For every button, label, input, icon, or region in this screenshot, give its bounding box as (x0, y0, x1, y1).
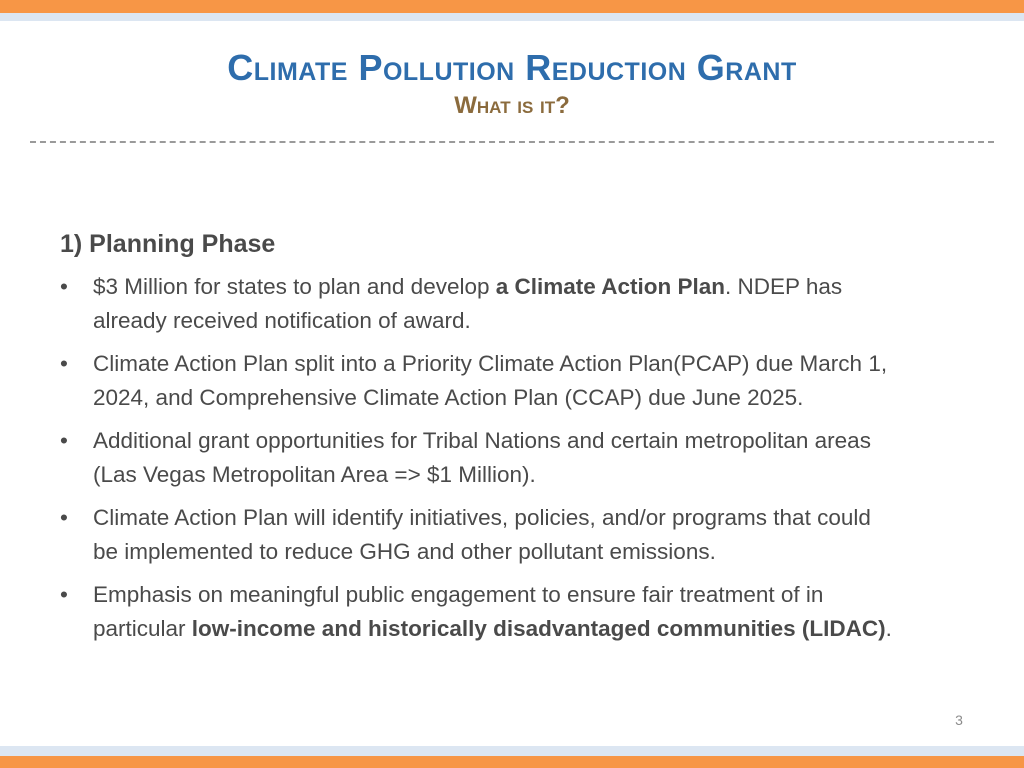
bullet-line: be implemented to reduce GHG and other pollutant emissions. (93, 539, 716, 564)
slide-subtitle: What is it? (454, 92, 570, 119)
bottom-accent-bar (0, 756, 1024, 768)
bullet-marker: • (60, 351, 68, 376)
dashed-divider (30, 141, 994, 143)
bullet-item (60, 578, 1020, 646)
bullet-line: Emphasis on meaningful public engagement to ensure fair treatment of in (93, 582, 824, 607)
bullet-line (93, 270, 1020, 304)
bullet-marker: • (60, 274, 68, 299)
bullet-item (60, 424, 1020, 492)
bullet-emphasis: a Climate Action Plan (495, 274, 725, 299)
bullet-line: (Las Vegas Metropolitan Area => $1 Million). (93, 462, 536, 487)
bottom-accent-stripe (0, 746, 1024, 756)
bullet-item (60, 270, 1020, 338)
bullet-item (60, 347, 1020, 415)
slide-body (60, 226, 1020, 655)
bullet-line: 2024, and Comprehensive Climate Action Plan (CCAP) due June 2025. (93, 385, 804, 410)
section-heading: 1) Planning Phase (60, 230, 276, 258)
page-number: 3 (955, 712, 963, 728)
bullet-text: $3 Million for states to plan and develop (93, 274, 496, 299)
top-accent-stripe (0, 13, 1024, 21)
bullet-item (60, 501, 1020, 569)
bullet-line: already received notification of award. (93, 308, 471, 333)
bullet-line: Climate Action Plan split into a Priority Climate Action Plan(PCAP) due March 1, (93, 351, 888, 376)
bullet-line (93, 612, 1020, 646)
slide-title: Climate Pollution Reduction Grant (227, 47, 797, 88)
bullet-emphasis: low-income and historically disadvantaged communities (LIDAC) (191, 616, 886, 641)
bullet-text: . NDEP has (724, 274, 843, 299)
bullet-line: Climate Action Plan will identify initiatives, policies, and/or programs that could (93, 505, 871, 530)
top-accent-bar (0, 0, 1024, 13)
bullet-list (60, 270, 1020, 646)
bullet-text: . (885, 616, 892, 641)
bullet-line: Additional grant opportunities for Tribal Nations and certain metropolitan areas (93, 428, 871, 453)
bullet-marker: • (60, 505, 68, 530)
bullet-marker: • (60, 428, 68, 453)
bullet-text: particular (93, 616, 192, 641)
bullet-marker: • (60, 582, 68, 607)
